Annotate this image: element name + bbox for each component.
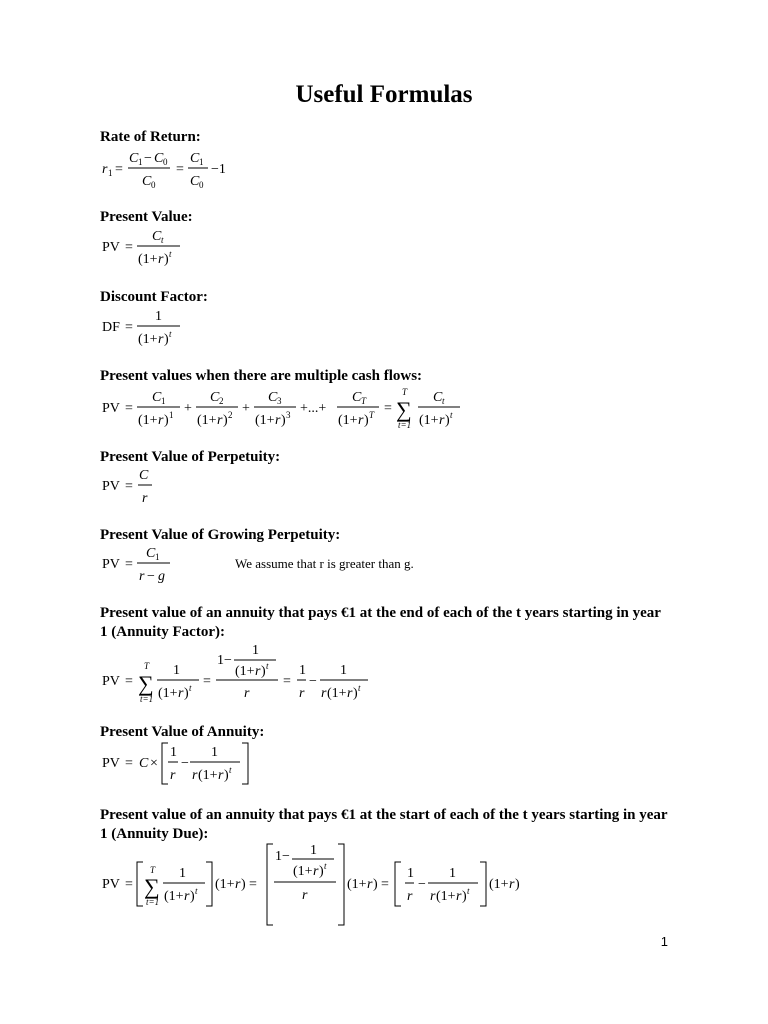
formula-annuity-factor [100,640,400,711]
svg-text:1−: 1− [275,849,290,864]
svg-text:T: T [144,661,150,671]
svg-text:): ) [364,413,369,428]
svg-text:1: 1 [199,157,204,167]
svg-text:1: 1 [155,309,162,324]
svg-text:C: C [154,151,164,166]
svg-text:(1+: (1+ [489,877,509,892]
svg-text:t=1: t=1 [398,420,412,430]
svg-text:T: T [369,410,375,420]
svg-text:1: 1 [108,168,113,178]
svg-text:∑: ∑ [138,671,154,696]
svg-text:−: − [418,877,426,892]
svg-text:r: r [217,413,223,428]
svg-text:1: 1 [173,663,180,678]
svg-text:∑: ∑ [144,874,160,899]
svg-text:r: r [235,877,241,892]
svg-text:r: r [142,491,148,506]
svg-text:(1+: (1+ [197,413,217,428]
svg-text:C: C [142,174,152,189]
svg-text:C: C [210,390,220,405]
svg-text:(1+: (1+ [436,889,456,904]
svg-text:t: t [358,683,361,693]
svg-text:1: 1 [138,157,143,167]
heading-discount-factor: Discount Factor: [100,289,208,305]
svg-text:r: r [139,569,145,584]
svg-text:0: 0 [199,180,204,190]
svg-text:t: t [161,235,164,245]
svg-text:): ) [223,413,228,428]
svg-text:t=1: t=1 [140,694,154,704]
svg-text:): ) [261,664,266,679]
svg-text:r: r [358,413,364,428]
svg-text:r: r [367,877,373,892]
svg-text:3: 3 [277,396,282,406]
svg-text:r: r [184,889,190,904]
svg-text:t: t [442,396,445,406]
svg-text:−: − [181,756,189,771]
svg-text:(1+: (1+ [293,864,313,879]
svg-text:=: = [203,674,211,689]
heading-present-value-annuity: Present Value of Annuity: [100,724,265,740]
svg-text:t: t [229,765,232,775]
svg-text:(1+: (1+ [338,413,358,428]
svg-text:(1+: (1+ [158,686,178,701]
svg-text:t: t [467,886,470,896]
svg-text:(1+: (1+ [327,686,347,701]
svg-text:r: r [102,162,108,177]
svg-text:PV: PV [102,479,120,494]
svg-text:0: 0 [163,157,168,167]
heading-present-value: Present Value: [100,209,193,225]
svg-text:r: r [192,768,198,783]
svg-text:PV: PV [102,877,120,892]
svg-text:): ) [164,252,169,267]
svg-text:t: t [195,886,198,896]
svg-text:r: r [407,889,413,904]
formula-discount-factor [100,306,300,357]
svg-text:−: − [309,674,317,689]
svg-text:DF: DF [102,320,120,335]
svg-text:=: = [176,162,184,177]
heading-annuity-due: Present value of an annuity that pays €1 at the start of each of the t years starting in year 1 (Annuity Due): [100,807,668,842]
svg-text:2: 2 [219,396,224,406]
svg-text:): ) [241,877,246,892]
svg-text:r: r [509,877,515,892]
svg-text:−: − [144,151,152,166]
svg-text:3: 3 [286,410,291,420]
svg-text:(1+: (1+ [255,413,275,428]
svg-text:): ) [373,877,378,892]
svg-text:r: r [255,664,261,679]
svg-text:): ) [445,413,450,428]
svg-text:t: t [189,683,192,693]
heading-growing-perpetuity: Present Value of Growing Perpetuity: [100,527,341,543]
svg-text:+...+: +...+ [300,401,327,416]
svg-text:=: = [125,240,133,255]
svg-text:2: 2 [228,410,233,420]
svg-text:C: C [146,546,156,561]
heading-annuity-factor: Present value of an annuity that pays €1 at the end of each of the t years starting in year 1 (Annuity Factor): [100,605,661,640]
svg-text:): ) [224,768,229,783]
svg-text:PV: PV [102,756,120,771]
page-title: Useful Formulas [295,81,473,108]
svg-text:+: + [242,401,250,416]
formula-multiple-cash-flows [100,386,480,439]
svg-text:(1+: (1+ [235,664,255,679]
svg-text:): ) [353,686,358,701]
svg-text:(1+: (1+ [164,889,184,904]
svg-text:): ) [164,332,169,347]
svg-text:(1+: (1+ [347,877,367,892]
svg-text:1: 1 [449,866,456,881]
formula-rate-of-return [100,146,300,199]
svg-text:r: r [158,413,164,428]
svg-text:C: C [152,390,162,405]
svg-text:C: C [433,390,443,405]
svg-text:C: C [352,390,362,405]
svg-text:r: r [302,888,308,903]
svg-text:=: = [384,401,392,416]
svg-text:r: r [299,686,305,701]
svg-text:+: + [184,401,192,416]
svg-text:): ) [190,889,195,904]
svg-text:C: C [190,151,200,166]
heading-perpetuity: Present Value of Perpetuity: [100,449,281,465]
svg-text:r: r [456,889,462,904]
svg-text:=: = [115,162,123,177]
svg-text:PV: PV [102,240,120,255]
svg-text:1: 1 [161,396,166,406]
svg-text:r: r [275,413,281,428]
formula-present-value-annuity [100,740,300,793]
svg-text:t: t [266,661,269,671]
svg-text:r: r [158,332,164,347]
svg-text:−: − [147,569,155,584]
svg-text:−1: −1 [211,162,226,177]
svg-text:(1+: (1+ [138,332,158,347]
svg-text:=: = [125,756,133,771]
svg-text:1: 1 [170,745,177,760]
svg-text:=: = [125,401,133,416]
svg-text:T: T [402,387,408,397]
svg-text:r: r [321,686,327,701]
svg-text:): ) [184,686,189,701]
svg-text:1−: 1− [217,653,232,668]
svg-text:1: 1 [211,745,218,760]
svg-text:1: 1 [169,410,174,420]
svg-text:t: t [169,329,172,339]
svg-text:C: C [152,229,162,244]
svg-text:r: r [218,768,224,783]
svg-text:PV: PV [102,401,120,416]
formula-annuity-due [100,842,540,933]
svg-text:0: 0 [151,180,156,190]
formula-perpetuity [100,466,220,517]
svg-text:=: = [125,479,133,494]
svg-text:r: r [170,768,176,783]
svg-text:r: r [158,252,164,267]
svg-text:): ) [164,413,169,428]
svg-text:1: 1 [340,663,347,678]
svg-text:r: r [347,686,353,701]
formula-growing-perpetuity [100,544,220,595]
svg-text:=: = [125,877,133,892]
svg-text:=: = [125,674,133,689]
svg-text:1: 1 [310,843,317,858]
growing-perpetuity-note: We assume that r is greater than g. [235,556,414,571]
svg-text:(1+: (1+ [198,768,218,783]
svg-text:C: C [190,174,200,189]
svg-text:): ) [281,413,286,428]
svg-text:∑: ∑ [396,397,412,422]
page-number: 1 [660,934,668,949]
svg-text:T: T [361,396,367,406]
formula-present-value [100,226,300,277]
svg-text:PV: PV [102,557,120,572]
svg-text:PV: PV [102,674,120,689]
svg-text:×: × [150,756,158,771]
svg-text:C: C [268,390,278,405]
heading-rate-of-return: Rate of Return: [100,129,201,145]
svg-text:(1+: (1+ [138,252,158,267]
svg-text:): ) [319,864,324,879]
svg-text:r: r [430,889,436,904]
svg-text:t: t [324,861,327,871]
svg-text:(1+: (1+ [138,413,158,428]
svg-text:g: g [158,569,165,584]
svg-text:C: C [129,151,139,166]
svg-text:1: 1 [252,643,259,658]
svg-text:r: r [313,864,319,879]
svg-text:1: 1 [155,552,160,562]
heading-multiple-cash-flows: Present values when there are multiple cash flows: [100,368,423,384]
svg-text:C: C [139,756,149,771]
svg-text:=: = [381,877,389,892]
svg-text:(1+: (1+ [419,413,439,428]
svg-text:=: = [249,877,257,892]
svg-text:): ) [515,877,520,892]
svg-text:r: r [439,413,445,428]
svg-text:(1+: (1+ [215,877,235,892]
svg-text:T: T [150,865,156,875]
svg-text:t: t [169,249,172,259]
svg-text:=: = [125,557,133,572]
svg-text:1: 1 [179,866,186,881]
svg-text:=: = [125,320,133,335]
svg-text:1: 1 [299,663,306,678]
svg-text:=: = [283,674,291,689]
svg-text:C: C [139,468,149,483]
svg-text:r: r [244,686,250,701]
svg-text:t: t [450,410,453,420]
svg-text:): ) [462,889,467,904]
svg-text:t=1: t=1 [146,897,160,907]
svg-text:r: r [178,686,184,701]
svg-text:1: 1 [407,866,414,881]
